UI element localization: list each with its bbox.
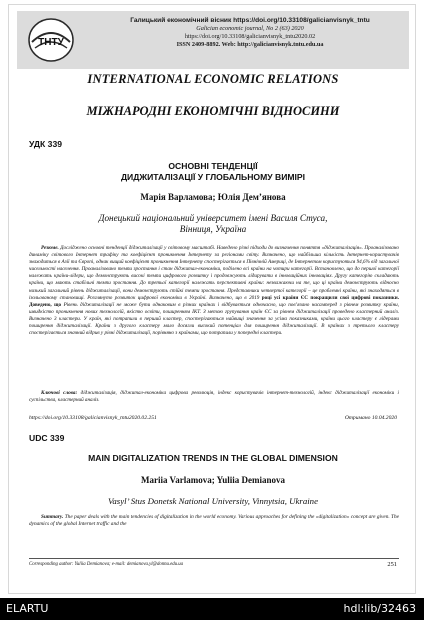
footer-divider [29, 558, 399, 559]
article-title-en: MAIN DIGITALIZATION TRENDS IN THE GLOBAL DIMENSION [88, 453, 338, 463]
article-title-ua [9, 161, 416, 183]
article-title-ua-line2: ДИДЖИТАЛІЗАЦІЇ У ГЛОБАЛЬНОМУ ВИМІРІ [120, 172, 306, 182]
journal-issue-line: Galician economic journal, No 2 (63) 2020 [196, 25, 304, 32]
university-logo [27, 16, 75, 64]
abstract-ua-highlight: році усі країни ЄС покращили свої цифрові показники. Доведено, що [29, 294, 399, 308]
article-doi-link[interactable]: https://doi.org/10.33108/galicianvisnyk_tntu2020.02.251 [29, 415, 157, 421]
affiliation-en: Vasyl’ Stus Donetsk National University, Vinnytsia, Ukraine [108, 496, 318, 506]
abstract-ua-lead: Резюме. [41, 245, 59, 251]
repository-label[interactable]: ELARTU [6, 602, 49, 615]
abstract-en-text: The paper deals with the main tendencies of digitalization in the world economy. Various approaches for defining the «digitalization» concept are given. The dynamics of the global Internet traffic and the [29, 514, 400, 528]
affiliation-ua [69, 213, 357, 235]
handle-label[interactable]: hdl:lib/32463 [343, 602, 416, 615]
abstract-en-lead: Summary. [41, 514, 64, 520]
article-title-ua-line1: ОСНОВНІ ТЕНДЕНЦІЇ [168, 161, 258, 171]
page-number: 251 [387, 561, 397, 568]
keywords-ua-text: діджиталізація, діджитал-економіка цифрова революція, індекс користувачів інтернет-технологій, індекс діджиталізації економіки і суспільства, кластерний аналіз. [29, 390, 399, 404]
received-date: Отримано 10.04.2020 [344, 415, 397, 421]
udc-en: UDC 339 [29, 433, 65, 443]
abstract-ua-text-1: Досліджено основні тенденції діджиталізації у світовому масштабі. Наведено різні підходи до визначення поняття «діджиталізація». Проаналізовано динаміку світового Інтернет трафіку та коефіцієнт проникнення Інтернету за регіонами світу. Визначено, що найбільша кількість Інтернет-користувачів знаходиться в Азії та Європі, однак вищий коефіцієнт проникнення Інтернету спостерігається в Північній Америці, де Інтернетом користуються 94,6% від загальної чисельності населення. Проаналізовано темпи зростання і стан діджитал-економіки, поділено всі країни на чотири категорії. Встановлено, що до першої категорії належать країни-лідери, що демонструють високі темпи цифрового розвитку і продовжують лідирувати в інноваційних інноваціях. Другу категорію складають країни, що мають стабільні темпи зростання. До третьої категорії належать перспективні країни: незважаючи на те, що ці країни демонструють відносно низький загальний рівень діджиталізації, вони демонструють стійкі темпи зростання. Представники четвертої категорії – це проблемні країни, які знаходяться в ізольованому становищі. Розглянуто розвиток цифрової економіки в Україні. Визначено, що в 2019 [29, 245, 399, 301]
udk-ua: УДК 339 [29, 139, 63, 149]
corresponding-author-note: Corresponding author: Yuliia Demianova; e-mail: demianova.yl@donnu.edu.ua [29, 562, 184, 567]
keywords-ua-lead: Ключові слова: [41, 390, 78, 396]
affiliation-ua-line2: Вінниця, Україна [179, 224, 247, 234]
abstract-ua [29, 245, 399, 337]
authors-ua: Марія Варламова; Юлія Дем’янова [140, 192, 286, 202]
abstract-en [29, 514, 399, 528]
affiliation-ua-line1: Донецький національний університет імені Василя Стуса, [98, 213, 328, 223]
abstract-ua-text-2: Рівень діджиталізації не може бути однаковим в різних країнах і відбувається одночасно, що пов’язано насамперед з рівнем розвитку країни, швидкістю проникнення нових технологій, якістю освіти, поширенням ІКТ. З метою групування країн ЄС за рівнем діджиталізації проведено кластерний аналіз. Визначено 3 кластери. У країн, які потрапили в перший кластер, спостерігаються найвищі значення за усіма показниками, країни цього кластеру є лідерами поширення діджиталізації. Країни з другого кластеру мало досягли високий потенціал для поширення діджиталізації. В країнах з третього кластеру спостерігається значний відрив у рівні діджиталізації, порівняно з країнами, що потрапили у попередні кластери. [29, 301, 399, 337]
section-title-en: INTERNATIONAL ECONOMIC RELATIONS [87, 72, 339, 86]
journal-issn-line[interactable]: ISSN 2409-8892. Web: http://galicianvisnyk.tntu.edu.ua [176, 41, 324, 48]
journal-header-text [91, 17, 409, 49]
journal-page [8, 4, 416, 594]
journal-doi-line[interactable]: https://doi.org/10.33108/galicianvisnyk_tntu2020.02 [184, 33, 316, 40]
logo-lettering: ТНТУ [38, 37, 64, 48]
section-title-ua: МІЖНАРОДНІ ЕКОНОМІЧНІ ВІДНОСИНИ [86, 104, 340, 118]
journal-name-line[interactable]: Галицький економічний вісник https://doi.org/10.33108/galicianvisnyk_tntu [130, 17, 370, 24]
keywords-ua [29, 390, 399, 404]
authors-en: Mariia Varlamova; Yuliia Demianova [140, 475, 286, 485]
viewer-bottom-bar [0, 598, 424, 620]
journal-header [17, 11, 409, 69]
